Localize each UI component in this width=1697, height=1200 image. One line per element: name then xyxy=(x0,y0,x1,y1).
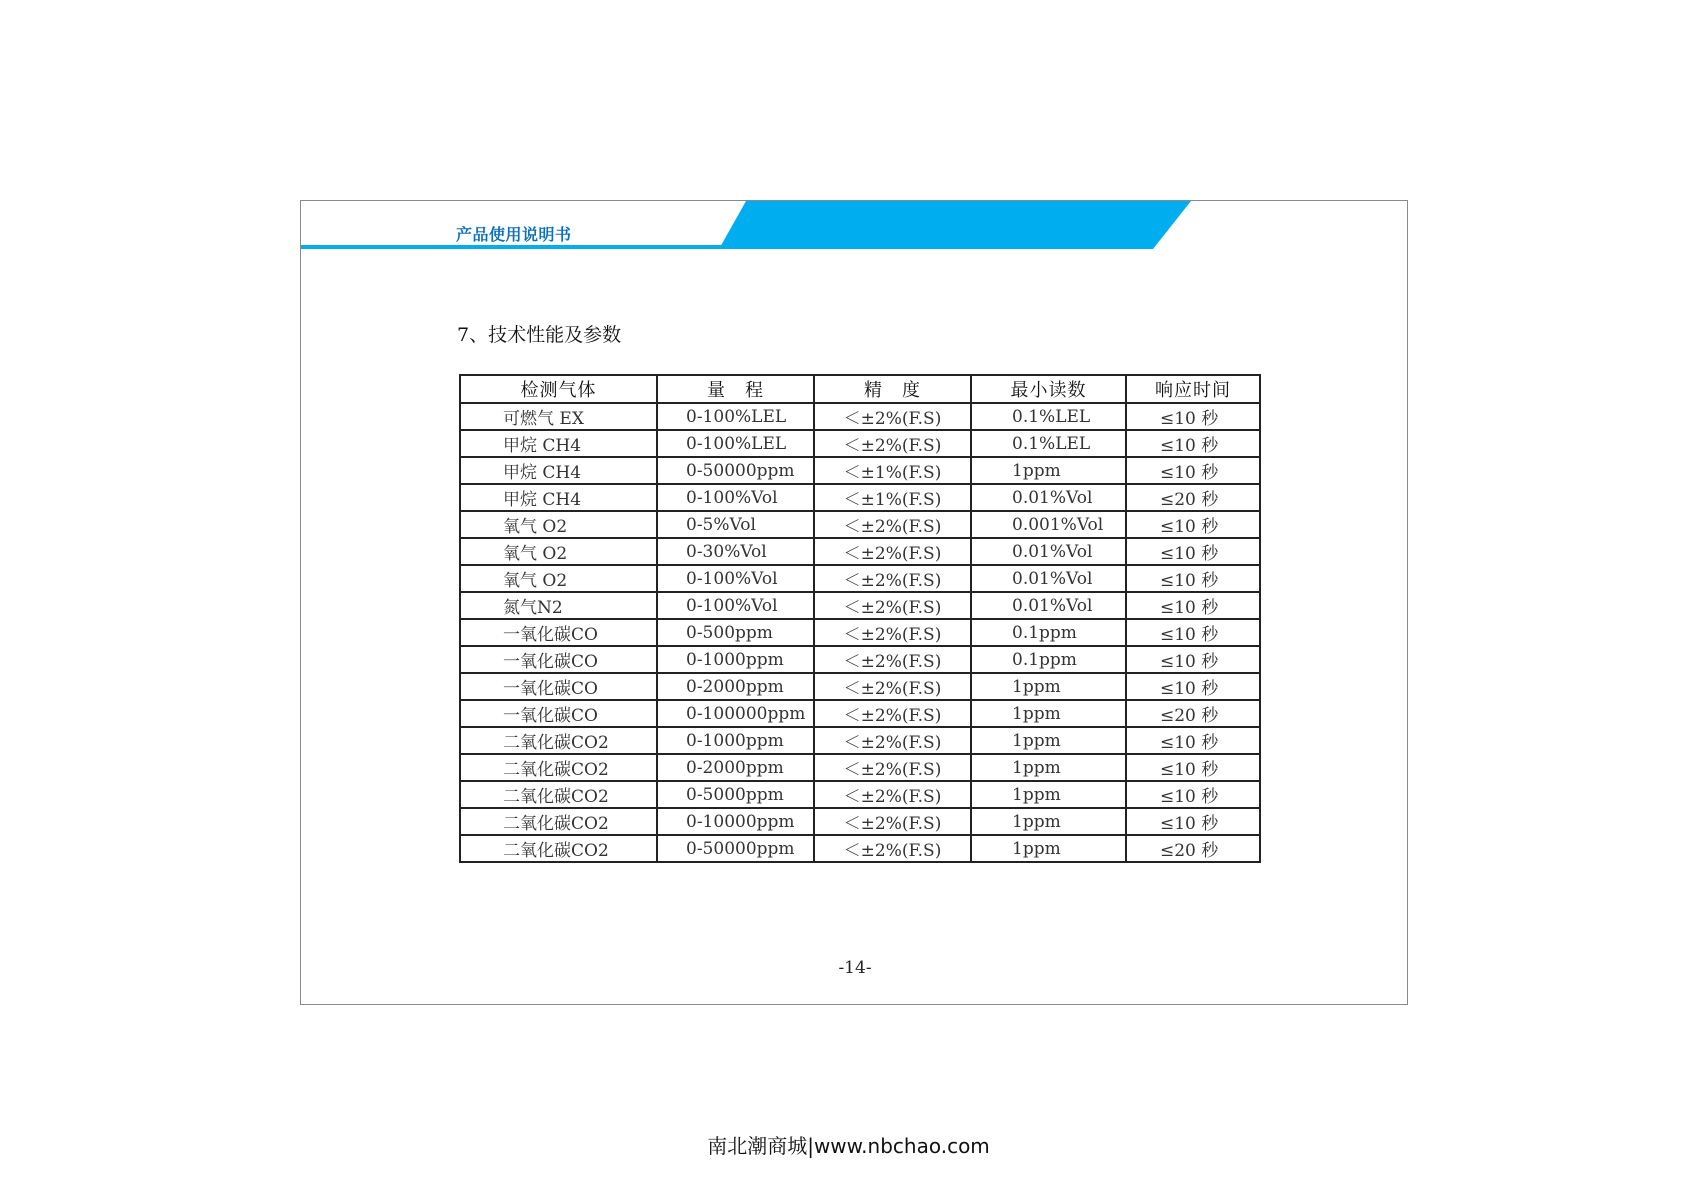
accuracy-cell: ＜±2%(F.S) xyxy=(814,619,971,646)
response-time-cell: ≤10 秒 xyxy=(1126,403,1260,430)
response-time-cell: ≤10 秒 xyxy=(1126,727,1260,754)
range-cell: 0-5%Vol xyxy=(657,511,814,538)
min-reading-cell: 0.01%Vol xyxy=(971,538,1126,565)
table-row xyxy=(460,457,1260,484)
accuracy-cell: ＜±2%(F.S) xyxy=(814,403,971,430)
gas-cell: 一氧化碳CO xyxy=(460,700,657,727)
accuracy-cell: ＜±2%(F.S) xyxy=(814,646,971,673)
table-row xyxy=(460,484,1260,511)
gas-cell: 氧气 O2 xyxy=(460,511,657,538)
response-time-cell: ≤10 秒 xyxy=(1126,754,1260,781)
range-cell: 0-10000ppm xyxy=(657,808,814,835)
page-number: -14- xyxy=(838,958,872,978)
table-row xyxy=(460,646,1260,673)
range-cell: 0-100000ppm xyxy=(657,700,814,727)
accuracy-cell: ＜±2%(F.S) xyxy=(814,808,971,835)
table-row xyxy=(460,781,1260,808)
accuracy-cell: ＜±2%(F.S) xyxy=(814,727,971,754)
table-row xyxy=(460,430,1260,457)
response-time-cell: ≤10 秒 xyxy=(1126,619,1260,646)
min-reading-cell: 0.01%Vol xyxy=(971,565,1126,592)
range-cell: 0-2000ppm xyxy=(657,673,814,700)
table-row xyxy=(460,727,1260,754)
range-cell: 0-100%Vol xyxy=(657,592,814,619)
document-header-title: 产品使用说明书 xyxy=(456,225,572,244)
response-time-cell: ≤20 秒 xyxy=(1126,484,1260,511)
response-time-cell: ≤10 秒 xyxy=(1126,538,1260,565)
accuracy-cell: ＜±1%(F.S) xyxy=(814,457,971,484)
range-cell: 0-100%LEL xyxy=(657,430,814,457)
min-reading-cell: 0.01%Vol xyxy=(971,592,1126,619)
accuracy-cell: ＜±2%(F.S) xyxy=(814,673,971,700)
table-header-row xyxy=(460,375,1260,403)
range-cell: 0-30%Vol xyxy=(657,538,814,565)
gas-cell: 二氧化碳CO2 xyxy=(460,781,657,808)
gas-cell: 二氧化碳CO2 xyxy=(460,808,657,835)
range-cell: 0-50000ppm xyxy=(657,835,814,862)
gas-cell: 氮气N2 xyxy=(460,592,657,619)
document-page xyxy=(300,200,1408,1005)
accuracy-cell: ＜±2%(F.S) xyxy=(814,700,971,727)
min-reading-cell: 1ppm xyxy=(971,754,1126,781)
response-time-cell: ≤10 秒 xyxy=(1126,808,1260,835)
accuracy-cell: ＜±2%(F.S) xyxy=(814,781,971,808)
response-time-cell: ≤10 秒 xyxy=(1126,511,1260,538)
accuracy-cell: ＜±2%(F.S) xyxy=(814,430,971,457)
range-cell: 0-50000ppm xyxy=(657,457,814,484)
header-accent-shape xyxy=(719,201,1191,249)
table-row xyxy=(460,700,1260,727)
min-reading-cell: 0.1ppm xyxy=(971,619,1126,646)
gas-cell: 二氧化碳CO2 xyxy=(460,754,657,781)
column-header-range: 量 程 xyxy=(657,375,814,403)
min-reading-cell: 1ppm xyxy=(971,781,1126,808)
column-header-response-time: 响应时间 xyxy=(1126,375,1260,403)
response-time-cell: ≤10 秒 xyxy=(1126,457,1260,484)
response-time-cell: ≤10 秒 xyxy=(1126,646,1260,673)
response-time-cell: ≤20 秒 xyxy=(1126,700,1260,727)
range-cell: 0-500ppm xyxy=(657,619,814,646)
range-cell: 0-1000ppm xyxy=(657,646,814,673)
accuracy-cell: ＜±2%(F.S) xyxy=(814,754,971,781)
site-watermark: 南北潮商城|www.nbchao.com xyxy=(707,1134,990,1158)
response-time-cell: ≤20 秒 xyxy=(1126,835,1260,862)
gas-cell: 氧气 O2 xyxy=(460,565,657,592)
table-row xyxy=(460,808,1260,835)
gas-cell: 一氧化碳CO xyxy=(460,673,657,700)
range-cell: 0-100%LEL xyxy=(657,403,814,430)
accuracy-cell: ＜±2%(F.S) xyxy=(814,835,971,862)
min-reading-cell: 1ppm xyxy=(971,835,1126,862)
table-row xyxy=(460,403,1260,430)
accuracy-cell: ＜±2%(F.S) xyxy=(814,592,971,619)
gas-cell: 一氧化碳CO xyxy=(460,619,657,646)
min-reading-cell: 0.1%LEL xyxy=(971,430,1126,457)
spec-table-body xyxy=(460,403,1260,862)
table-row xyxy=(460,592,1260,619)
range-cell: 0-5000ppm xyxy=(657,781,814,808)
header-underline xyxy=(301,245,731,249)
table-row xyxy=(460,565,1260,592)
response-time-cell: ≤10 秒 xyxy=(1126,781,1260,808)
range-cell: 0-100%Vol xyxy=(657,484,814,511)
gas-cell: 可燃气 EX xyxy=(460,403,657,430)
gas-cell: 一氧化碳CO xyxy=(460,646,657,673)
gas-cell: 二氧化碳CO2 xyxy=(460,835,657,862)
range-cell: 0-100%Vol xyxy=(657,565,814,592)
accuracy-cell: ＜±2%(F.S) xyxy=(814,511,971,538)
gas-cell: 二氧化碳CO2 xyxy=(460,727,657,754)
range-cell: 0-2000ppm xyxy=(657,754,814,781)
table-row xyxy=(460,673,1260,700)
table-row xyxy=(460,835,1260,862)
column-header-accuracy: 精 度 xyxy=(814,375,971,403)
min-reading-cell: 1ppm xyxy=(971,808,1126,835)
response-time-cell: ≤10 秒 xyxy=(1126,430,1260,457)
min-reading-cell: 0.1ppm xyxy=(971,646,1126,673)
table-row xyxy=(460,754,1260,781)
gas-cell: 甲烷 CH4 xyxy=(460,430,657,457)
table-row xyxy=(460,538,1260,565)
gas-cell: 甲烷 CH4 xyxy=(460,457,657,484)
column-header-gas: 检测气体 xyxy=(460,375,657,403)
response-time-cell: ≤10 秒 xyxy=(1126,592,1260,619)
section-title: 7、技术性能及参数 xyxy=(457,324,622,346)
accuracy-cell: ＜±1%(F.S) xyxy=(814,484,971,511)
min-reading-cell: 1ppm xyxy=(971,457,1126,484)
accuracy-cell: ＜±2%(F.S) xyxy=(814,565,971,592)
min-reading-cell: 1ppm xyxy=(971,727,1126,754)
table-row xyxy=(460,619,1260,646)
accuracy-cell: ＜±2%(F.S) xyxy=(814,538,971,565)
response-time-cell: ≤10 秒 xyxy=(1126,673,1260,700)
gas-cell: 氧气 O2 xyxy=(460,538,657,565)
response-time-cell: ≤10 秒 xyxy=(1126,565,1260,592)
min-reading-cell: 0.001%Vol xyxy=(971,511,1126,538)
gas-cell: 甲烷 CH4 xyxy=(460,484,657,511)
min-reading-cell: 0.1%LEL xyxy=(971,403,1126,430)
spec-table xyxy=(459,374,1261,863)
spec-table-head xyxy=(460,375,1260,403)
table-row xyxy=(460,511,1260,538)
min-reading-cell: 1ppm xyxy=(971,673,1126,700)
column-header-min-reading: 最小读数 xyxy=(971,375,1126,403)
min-reading-cell: 0.01%Vol xyxy=(971,484,1126,511)
min-reading-cell: 1ppm xyxy=(971,700,1126,727)
range-cell: 0-1000ppm xyxy=(657,727,814,754)
